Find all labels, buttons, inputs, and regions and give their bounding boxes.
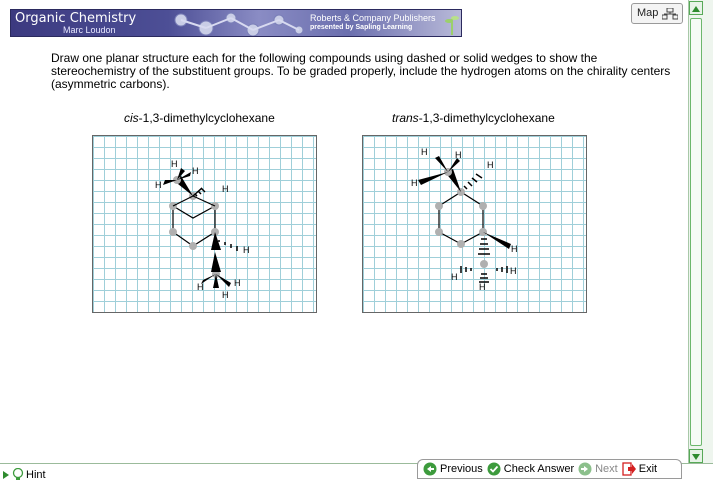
atom-label-h: H (511, 244, 518, 254)
compound-1-caption (124, 111, 275, 125)
arrow-left-circle-icon (423, 462, 437, 476)
previous-label: Previous (440, 463, 483, 475)
sapling-logo-icon (445, 13, 459, 35)
atom-label-h: H (243, 245, 250, 255)
check-answer-label: Check Answer (503, 463, 575, 475)
atom-label-h: H (479, 282, 486, 292)
compound-2-prefix: trans (392, 111, 419, 125)
sitemap-icon (662, 8, 678, 20)
course-title: Organic Chemistry (15, 11, 137, 26)
map-label: Map (637, 7, 659, 19)
arrow-right-circle-icon (578, 462, 592, 476)
compound-2-caption (392, 111, 555, 125)
previous-button[interactable] (423, 462, 483, 476)
atom-label-h: H (234, 278, 241, 288)
navigation-bar (417, 459, 682, 479)
exit-button[interactable] (622, 462, 657, 476)
triangle-up-icon (690, 3, 702, 15)
presented-by: presented by Sapling Learning (310, 24, 413, 31)
molecule-decoration-icon (161, 10, 311, 37)
drawing-canvas-cis[interactable] (92, 135, 317, 313)
hint-label: Hint (26, 469, 46, 481)
triangle-down-icon (690, 451, 702, 463)
scroll-up-button[interactable] (689, 1, 703, 15)
compound-2-name: -1,3-dimethylcyclohexane (418, 111, 555, 125)
map-button[interactable] (631, 3, 683, 24)
scroll-thumb[interactable] (690, 18, 702, 446)
next-label: Next (595, 463, 618, 475)
atom-label-h: H (171, 159, 178, 169)
lightbulb-icon (12, 468, 24, 482)
atom-label-h: H (487, 160, 494, 170)
drawing-canvas-trans[interactable] (362, 135, 587, 313)
compound-1-name: -1,3-dimethylcyclohexane (138, 111, 275, 125)
cis-structure-drawing (93, 136, 318, 314)
header-banner (10, 9, 462, 37)
atom-label-h: H (155, 180, 162, 190)
exit-label: Exit (638, 463, 658, 475)
check-answer-button[interactable] (487, 462, 574, 476)
expand-arrow-icon (2, 470, 10, 480)
atom-label-h: H (510, 266, 517, 276)
author-name: Marc Loudon (63, 25, 116, 35)
scroll-down-button[interactable] (689, 449, 703, 463)
question-instructions: Draw one planar structure each for the following compounds using dashed or solid wedges to show the stereochemistry of the substituent groups. To be graded properly, include the hydrogen atoms on the chirality centers (asymmetric carbons). (51, 51, 671, 91)
atom-label-h: H (222, 184, 229, 194)
atom-label-h: H (197, 282, 204, 292)
atom-label-h: H (451, 272, 458, 282)
hint-button[interactable] (2, 468, 46, 482)
compound-1-prefix: cis (124, 111, 139, 125)
next-button[interactable] (578, 462, 618, 476)
atom-label-h: H (411, 178, 418, 188)
exit-arrow-icon (622, 462, 636, 476)
atom-label-h: H (421, 147, 428, 157)
atom-label-h: H (222, 290, 229, 300)
trans-structure-drawing (363, 136, 588, 314)
atom-label-h: H (455, 150, 462, 160)
atom-label-h: H (192, 166, 199, 176)
check-circle-icon (487, 462, 501, 476)
publisher-name: Roberts & Company Publishers (310, 13, 436, 23)
